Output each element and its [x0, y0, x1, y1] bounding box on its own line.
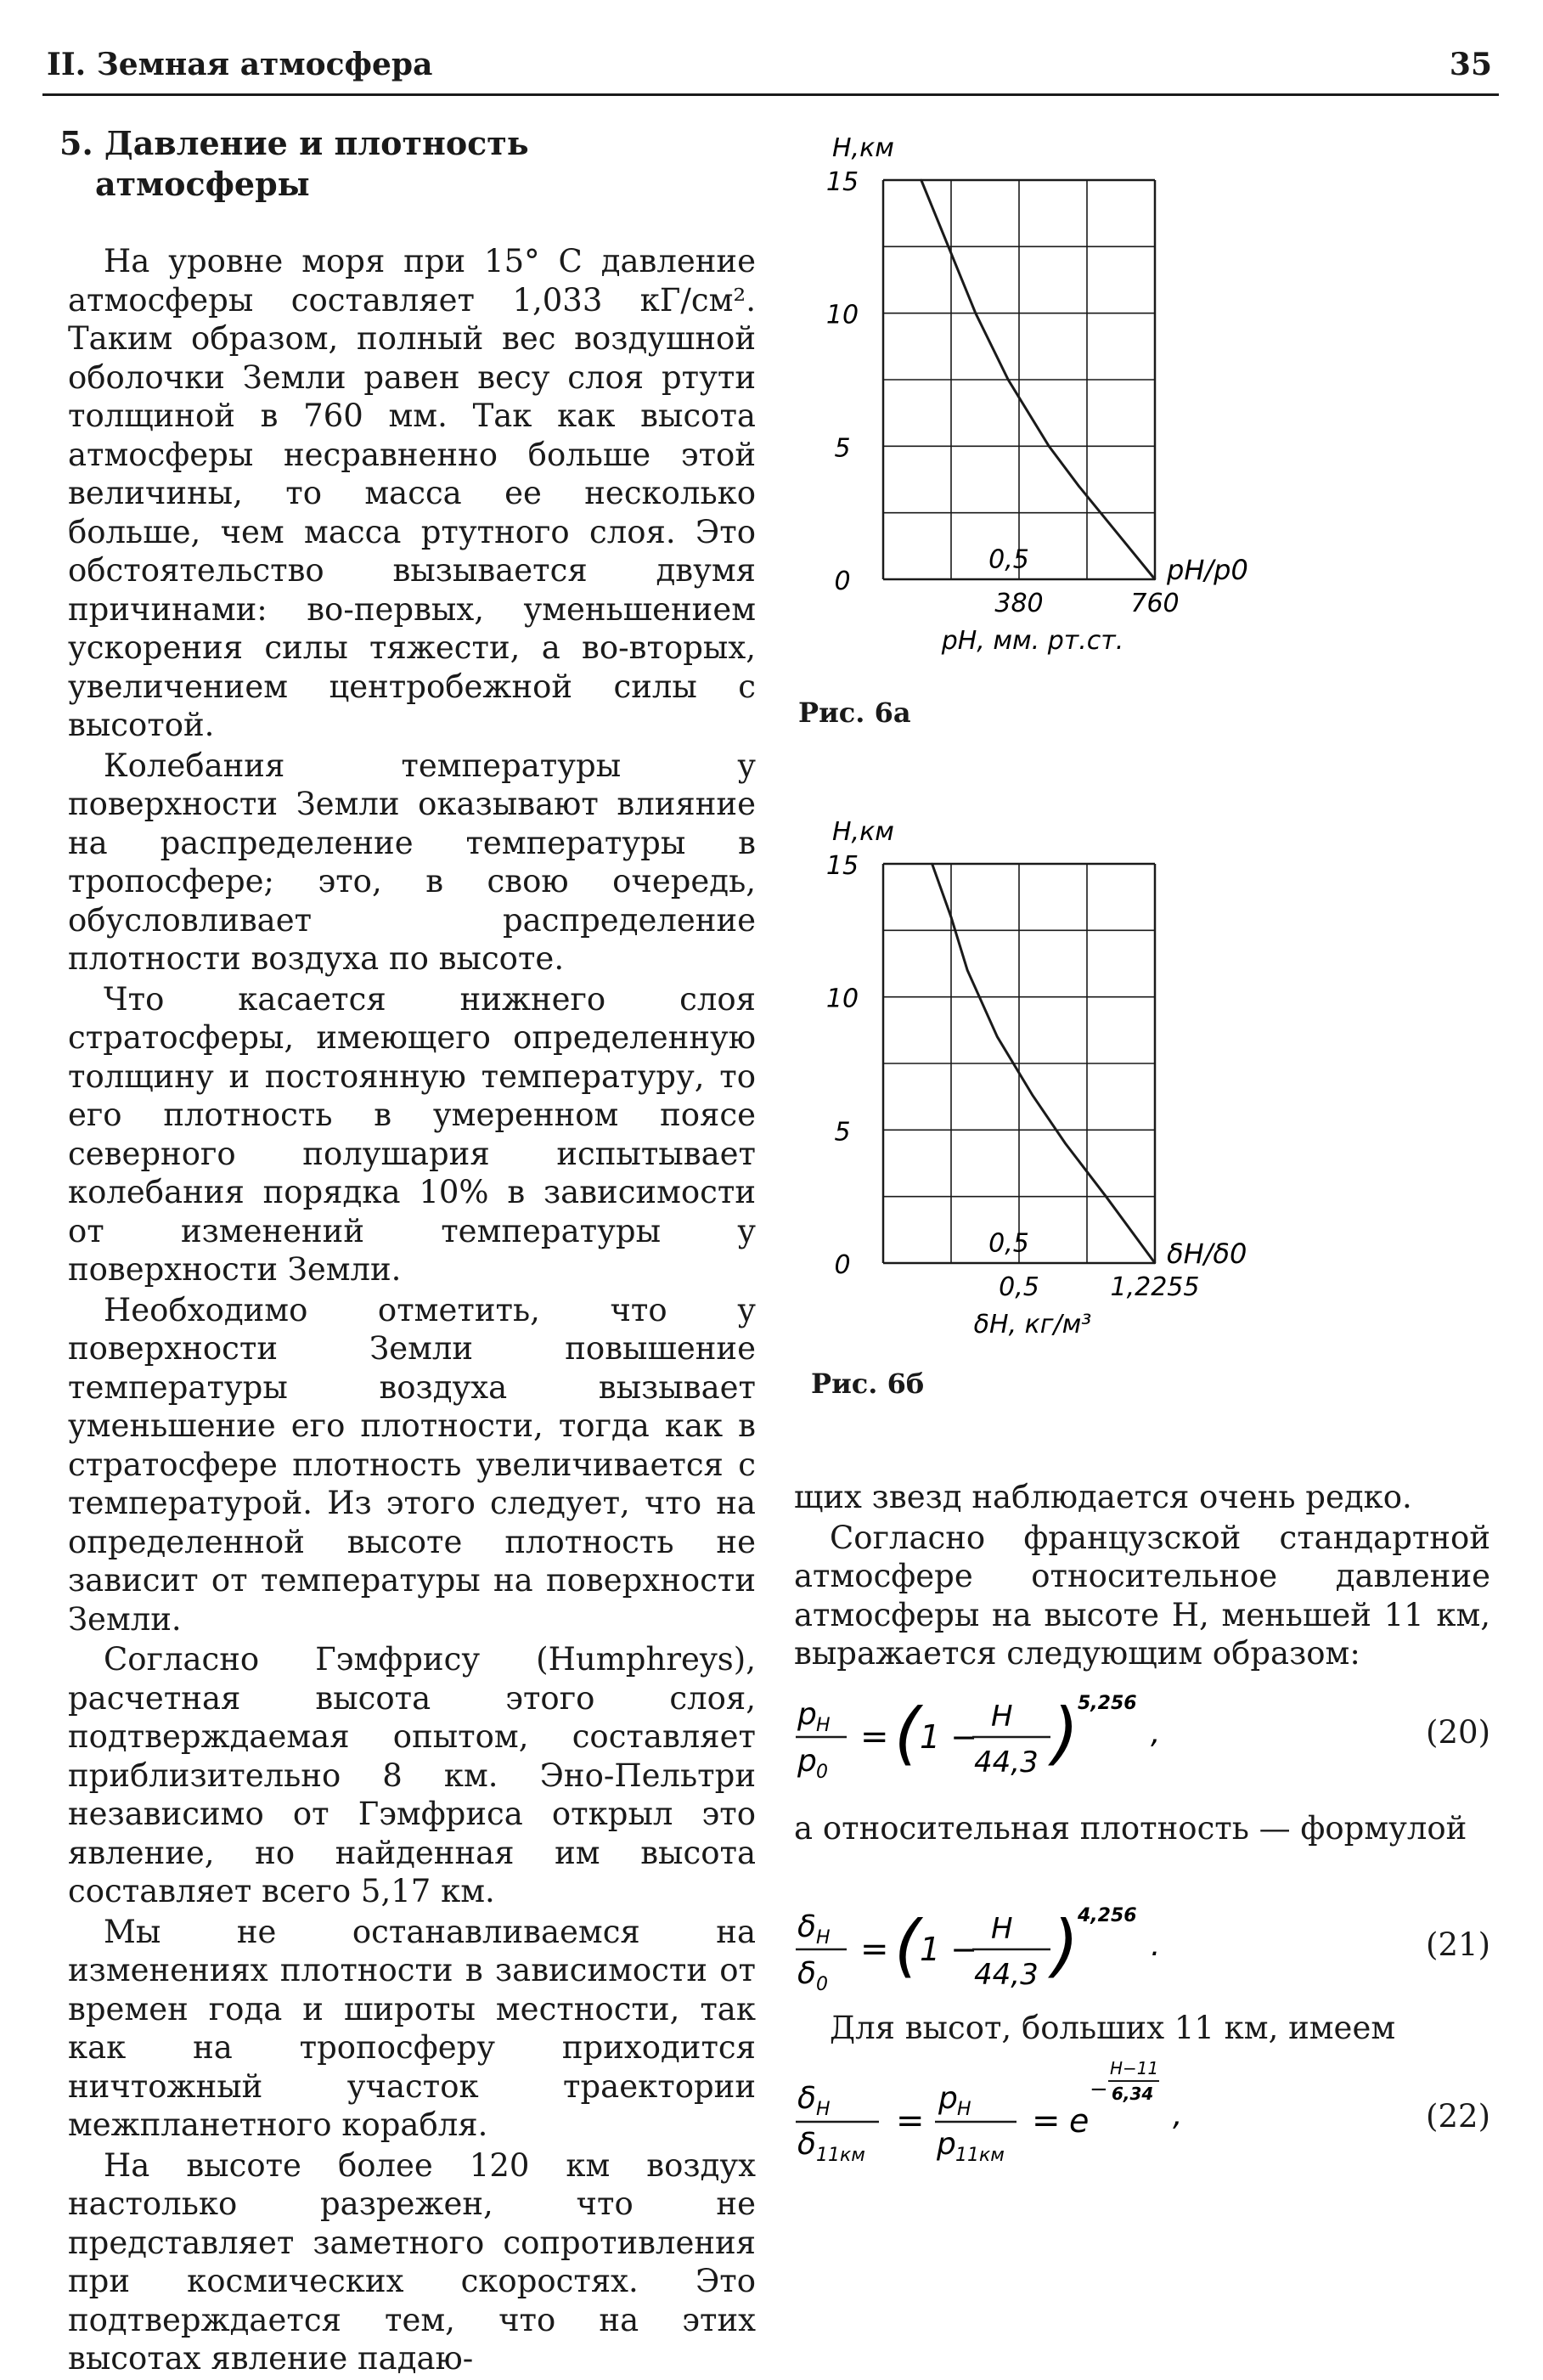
paragraph: Мы не останавливаемся на изменениях плотности в зависимости от времен года и широты местности, так как на тропосферу приходится ничтожный участок траектории межпланетного корабля.	[68, 1913, 756, 2143]
paragraph: Согласно Гэмфрису (Humphreys), расчетная высота этого слоя, подтверждаемая опытом, составляет приблизительно 8 км. Эно-Пельтри независимо от Гэмфриса открыл это явление, но найденная им высота составляет всего 5,17 км.	[68, 1641, 756, 1909]
figure-6b-chart	[798, 811, 1274, 1338]
x-tick-label: 380	[994, 589, 1044, 618]
eq22-exp-den: 6,34	[1112, 2084, 1154, 2104]
data-point	[975, 312, 977, 313]
svg-text:=: =	[896, 2101, 925, 2140]
eq22-a-num: δ	[797, 2081, 817, 2116]
eq20-lhs-den-sub: 0	[816, 1762, 828, 1783]
y-tick-label: 15	[825, 167, 859, 197]
x-axis-ratio-label: рН/р0	[1167, 554, 1248, 586]
y-tick-label: 0	[834, 1250, 851, 1280]
data-point	[1105, 1195, 1107, 1197]
svg-text:=: =	[860, 1717, 889, 1757]
y-tick-label: 10	[825, 300, 859, 330]
data-point	[1154, 578, 1156, 580]
x-axis-label: рН, мм. рт.ст.	[941, 626, 1124, 656]
data-point	[966, 969, 968, 971]
data-point	[1032, 1094, 1033, 1096]
eq21-lhs-den-sub: 0	[816, 1974, 828, 1995]
eq22-a-den: δ	[797, 2127, 817, 2162]
y-tick-label: 5	[834, 1117, 851, 1148]
paragraph: Для высот, больших 11 км, имеем	[830, 2010, 1396, 2046]
svg-text:,: ,	[1151, 1716, 1161, 1751]
eq22-a-num-sub: H	[816, 2099, 831, 2120]
right-column	[794, 1478, 1490, 1675]
y-axis-label: Н,км	[832, 133, 894, 163]
section-heading-line1: 5. Давление и плотность	[59, 124, 529, 162]
data-point	[1048, 445, 1050, 447]
data-point	[931, 863, 932, 865]
eq20-inner-den: 44,3	[974, 1746, 1039, 1779]
eq21-lhs-num: δ	[797, 1909, 817, 1944]
x-tick-label: 760	[1130, 589, 1180, 618]
eq21-exponent: 4,256	[1078, 1905, 1137, 1926]
data-point	[950, 916, 952, 917]
left-column	[68, 242, 756, 2380]
paragraph: Колебания температуры у поверхности Земли оказывают влияние на распределение температуры в тропосфере; это, в свою очередь, обусловливает распределение плотности воздуха по высоте.	[68, 747, 756, 977]
eq20-exponent: 5,256	[1078, 1693, 1137, 1714]
y-tick-label: 0	[834, 567, 851, 596]
eq22-exp-num: H−11	[1110, 2058, 1159, 2078]
equation-21	[794, 1903, 1490, 1996]
figure-6b-caption: Рис. 6б	[811, 1368, 925, 1400]
svg-text:): )	[1052, 1694, 1079, 1773]
eq21-inner-den: 44,3	[974, 1958, 1039, 1992]
equation-number: (21)	[1426, 1926, 1490, 1963]
data-point	[1007, 379, 1009, 381]
figure-6a-chart	[798, 119, 1274, 663]
right-column-mid	[794, 1809, 1490, 1850]
y-tick-label: 5	[834, 433, 851, 464]
eq20-inner-num: H	[991, 1700, 1013, 1734]
svg-text:e: e	[1069, 2102, 1090, 2140]
svg-text:=: =	[1032, 2101, 1061, 2140]
eq21-inner-num: H	[991, 1912, 1013, 1946]
x-axis-label: δН, кг/м³	[973, 1310, 1092, 1338]
paragraph: а относительная плотность — формулой	[794, 1810, 1467, 1847]
eq20-lhs-num-sub: H	[816, 1715, 831, 1736]
x-inner-tick-label: 0,5	[988, 544, 1029, 575]
equation-number: (22)	[1426, 2098, 1490, 2135]
svg-text:=: =	[860, 1930, 889, 1969]
svg-text:.: .	[1151, 1928, 1161, 1963]
data-point	[1111, 525, 1112, 527]
eq21-lhs-den: δ	[797, 1956, 817, 1991]
equation-20	[794, 1690, 1490, 1784]
page-number: 35	[1449, 47, 1492, 82]
svg-text:): )	[1052, 1906, 1079, 1985]
figure-6a-caption: Рис. 6а	[798, 697, 911, 729]
x-tick-label: 0,5	[999, 1272, 1039, 1302]
svg-text:(: (	[894, 1694, 921, 1773]
section-heading	[59, 123, 603, 205]
data-point	[1078, 485, 1079, 487]
paragraph: Что касается нижнего слоя стратосферы, имеющего определенную толщину и постоянную температуру, то его плотность в умеренном поясе северного полушария испытывает колебания порядка 10% в зависимости от изменений температуры у поверхности Земли.	[68, 980, 756, 1288]
x-tick-label: 1,2255	[1110, 1272, 1200, 1302]
equation-number: (20)	[1426, 1714, 1490, 1751]
paragraph: щих звезд наблюдается очень редко.	[794, 1479, 1412, 1515]
svg-text:1 −: 1 −	[920, 1931, 978, 1968]
data-point	[1154, 1262, 1156, 1264]
page-header-title: II. Земная атмосфера	[47, 47, 433, 82]
paragraph: Необходимо отметить, что у поверхности Земли повышение температуры воздуха вызывает уменьшение его плотности, тогда как в стратосфере плотность увеличивается с температурой. Из этого следует, что на определенной высоте плотность не зависит от температуры на поверхности Земли.	[68, 1291, 756, 1638]
eq21-lhs-num-sub: H	[816, 1927, 831, 1949]
header-divider	[42, 93, 1499, 96]
paragraph: Согласно французской стандартной атмосфере относительное давление атмосферы на высоте H, меньшей 11 км, выражается следующим образом:	[794, 1519, 1490, 1672]
section-heading-line2: атмосферы	[95, 165, 310, 203]
data-point	[1064, 1142, 1066, 1144]
svg-text:−: −	[1090, 2077, 1108, 2102]
eq22-b-den-sub: 11км	[955, 2145, 1005, 2166]
eq20-lhs-num: p	[797, 1697, 817, 1732]
svg-text:(: (	[894, 1906, 921, 1985]
data-point	[996, 1035, 998, 1037]
data-point	[937, 219, 938, 221]
x-inner-tick-label: 0,5	[988, 1228, 1029, 1259]
svg-text:1 −: 1 −	[920, 1718, 978, 1756]
eq20-lhs-den: p	[797, 1744, 817, 1779]
eq22-b-den: p	[937, 2127, 956, 2162]
paragraph: На уровне моря при 15° С давление атмосферы составляет 1,033 кГ/см². Таким образом, полный вес воздушной оболочки Земли равен весу слоя ртути толщиной в 760 мм. Так как высота атмосферы несравненно больше этой величины, то масса ее несколько больше, чем масса ртутного слоя. Это обстоятельство вызывается двумя причинами: во-первых, уменьшением ускорения силы тяжести, а во-вторых, увеличением центробежной силы с высотой.	[68, 243, 756, 743]
paragraph: На высоте более 120 км воздух настолько разрежен, что не представляет заметного сопротивления при космических скоростях. Это подтверждается тем, что на этих высотах явление падаю-	[68, 2146, 756, 2377]
y-tick-label: 15	[825, 851, 859, 881]
svg-text:,: ,	[1173, 2098, 1183, 2133]
eq22-b-num: p	[938, 2081, 958, 2116]
eq22-b-num-sub: H	[957, 2099, 971, 2120]
y-axis-label: Н,км	[832, 817, 894, 847]
eq22-a-den-sub: 11км	[816, 2145, 865, 2166]
right-column-lower	[794, 2009, 1490, 2050]
y-tick-label: 10	[825, 984, 859, 1014]
equation-22	[794, 2056, 1490, 2166]
data-point	[921, 179, 922, 181]
x-axis-ratio-label: δН/δ0	[1167, 1238, 1247, 1270]
